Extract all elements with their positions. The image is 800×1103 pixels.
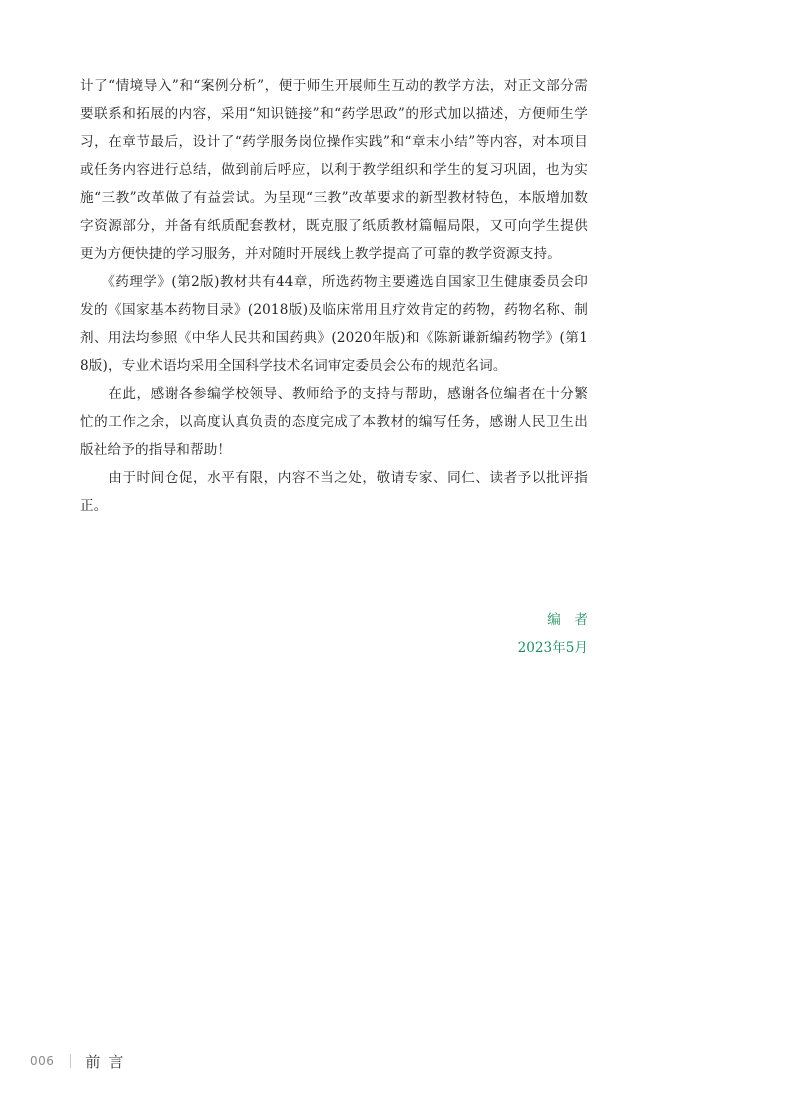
paragraph: 计了“情境导入”和“案例分析”，便于师生开展师生互动的教学方法，对正文部分需要联系和拓展的内容，采用“知识链接”和“药学思政”的形式加以描述，方便师生学习，在章节最后，设计了“药学服务岗位操作实践”和“章末小结”等内容，对本项目或任务内容进行总结，做到前后呼应，以利于教学组织和学生的复习巩固，也为实施“三教”改革做了有益尝试。为呈现“三教”改革要求的新型教材特色，本版增加数字资源部分，并备有纸质配套教材，既克服了纸质教材篇幅局限，又可向学生提供更为方便快捷的学习服务，并对随时开展线上教学提高了可靠的教学资源支持。 [80, 78, 588, 262]
page-number: 006 [30, 1054, 55, 1068]
preface-body [80, 72, 588, 520]
section-title: 前言 [85, 1052, 132, 1071]
page-footer [30, 1050, 131, 1072]
footer-divider [70, 1054, 71, 1068]
signature-block [518, 606, 588, 662]
paragraph: 《药理学》(第2版)教材共有44章，所选药物主要遴选自国家卫生健康委员会印发的《国家基本药物目录》(2018版)及临床常用且疗效肯定的药物，药物名称、制剂、用法均参照《中华人民共和国药典》(2020年版)和《陈新谦新编药物学》(第18版)，专业术语均采用全国科学技术名词审定委员会公布的规范名词。 [80, 274, 588, 374]
paragraph: 由于时间仓促，水平有限，内容不当之处，敬请专家、同仁、读者予以批评指正。 [80, 470, 588, 514]
paragraph: 在此，感谢各参编学校领导、教师给予的支持与帮助，感谢各位编者在十分繁忙的工作之余，以高度认真负责的态度完成了本教材的编写任务，感谢人民卫生出版社给予的指导和帮助！ [80, 386, 588, 458]
signature-date: 2023年5月 [517, 640, 588, 656]
author-signature: 编 者 [547, 612, 588, 628]
